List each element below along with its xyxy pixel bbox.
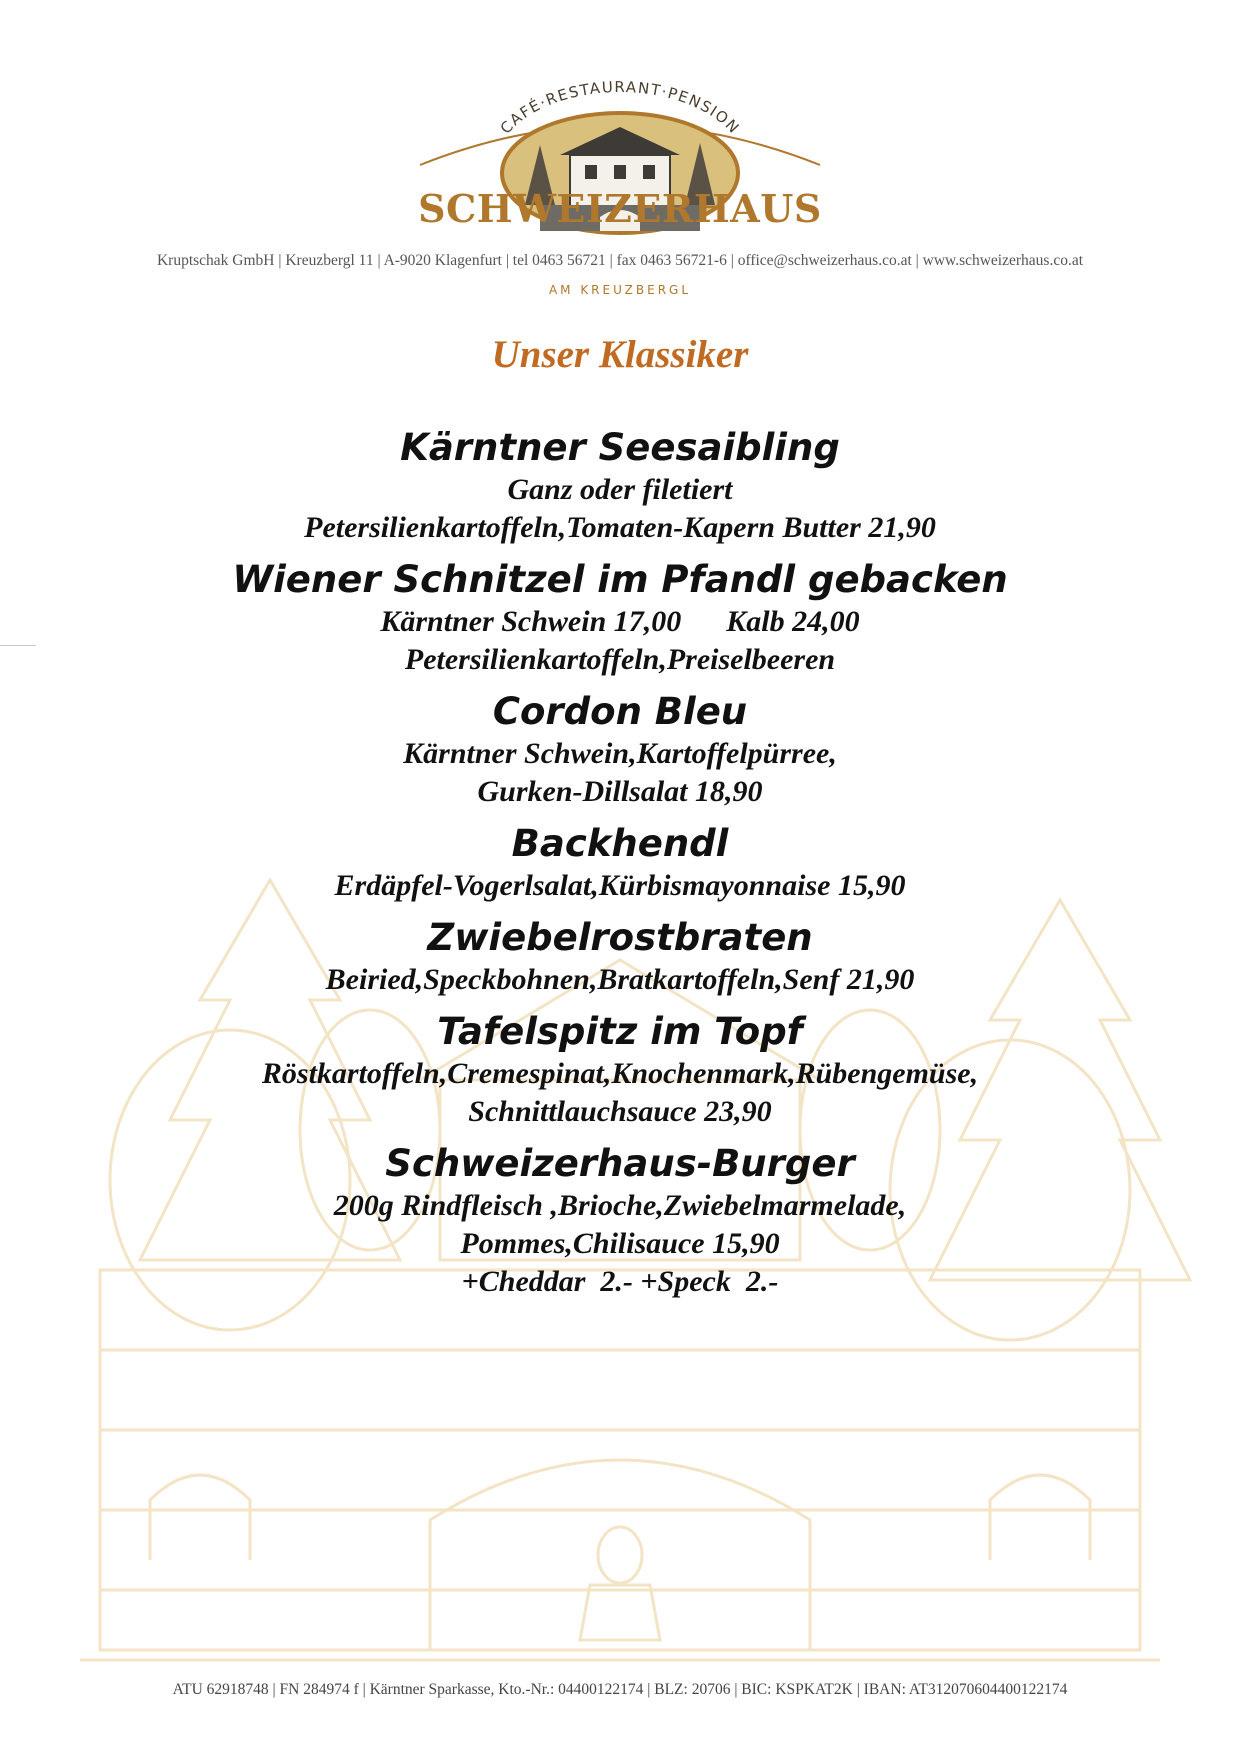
dish-description: Ganz oder filetiert — [507, 473, 733, 506]
menu-item-seesaibling — [0, 425, 1240, 547]
menu-item-wiener-schnitzel — [0, 557, 1240, 679]
dish-description: Gurken-Dillsalat 18,90 — [477, 775, 763, 808]
dish-extras: +Cheddar 2.- +Speck 2.- — [461, 1265, 779, 1298]
dish-description: Beiried,Speckbohnen,Bratkartoffeln,Senf 21,90 — [325, 963, 915, 996]
menu-item-cordon-bleu — [0, 689, 1240, 811]
dish-name: Wiener Schnitzel im Pfandl gebacken — [232, 558, 1008, 601]
brand-name: SCHWEIZERHAUS — [418, 186, 822, 231]
menu-item-burger — [0, 1141, 1240, 1301]
dish-description: Schnittlauchsauce 23,90 — [468, 1095, 772, 1128]
dish-name: Tafelspitz im Topf — [437, 1010, 803, 1053]
section-title: Unser Klassiker — [491, 333, 749, 376]
dish-description: Erdäpfel-Vogerlsalat,Kürbismayonnaise 15,90 — [334, 869, 906, 902]
menu-list — [0, 425, 1240, 1311]
dish-name: Cordon Bleu — [492, 690, 748, 733]
dish-description: Petersilienkartoffeln,Preiselbeeren — [404, 643, 836, 676]
logo — [400, 55, 840, 297]
dish-name: Schweizerhaus-Burger — [385, 1142, 855, 1185]
dish-name: Zwiebelrostbraten — [427, 916, 813, 959]
footer-bank-details: ATU 62918748 | FN 284974 f | Kärntner Sparkasse, Kto.-Nr.: 04400122174 | BLZ: 20706 | BIC: KSPKAT2K | IBAN: AT312070604400122174 — [172, 1681, 1068, 1698]
menu-item-zwiebelrostbraten — [0, 915, 1240, 999]
dish-name: Kärntner Seesaibling — [400, 426, 840, 469]
dish-description: Petersilienkartoffeln,Tomaten-Kapern Butter 21,90 — [304, 511, 936, 544]
dish-description: Pommes,Chilisauce 15,90 — [460, 1227, 780, 1260]
dish-description: 200g Rindfleisch ,Brioche,Zwiebelmarmelade, — [333, 1189, 907, 1222]
dish-description: Kärntner Schwein 17,00 Kalb 24,00 — [380, 605, 860, 638]
menu-item-tafelspitz — [0, 1009, 1240, 1131]
dish-description: Kärntner Schwein,Kartoffelpürree, — [403, 737, 837, 770]
contact-line: Kruptschak GmbH | Kreuzbergl 11 | A-9020 Klagenfurt | tel 0463 56721 | fax 0463 56721-6 | office@schweizerhaus.co.at | www.schweizerhaus.co.at — [156, 252, 1084, 269]
logo-arc-text: CAFÉ·RESTAURANT·PENSION — [496, 77, 744, 138]
menu-item-backhendl — [0, 821, 1240, 905]
brand-subtitle: AM KREUZBERGL — [548, 283, 692, 297]
dish-name: Backhendl — [511, 822, 729, 865]
dish-description: Röstkartoffeln,Cremespinat,Knochenmark,Rübengemüse, — [261, 1057, 979, 1090]
